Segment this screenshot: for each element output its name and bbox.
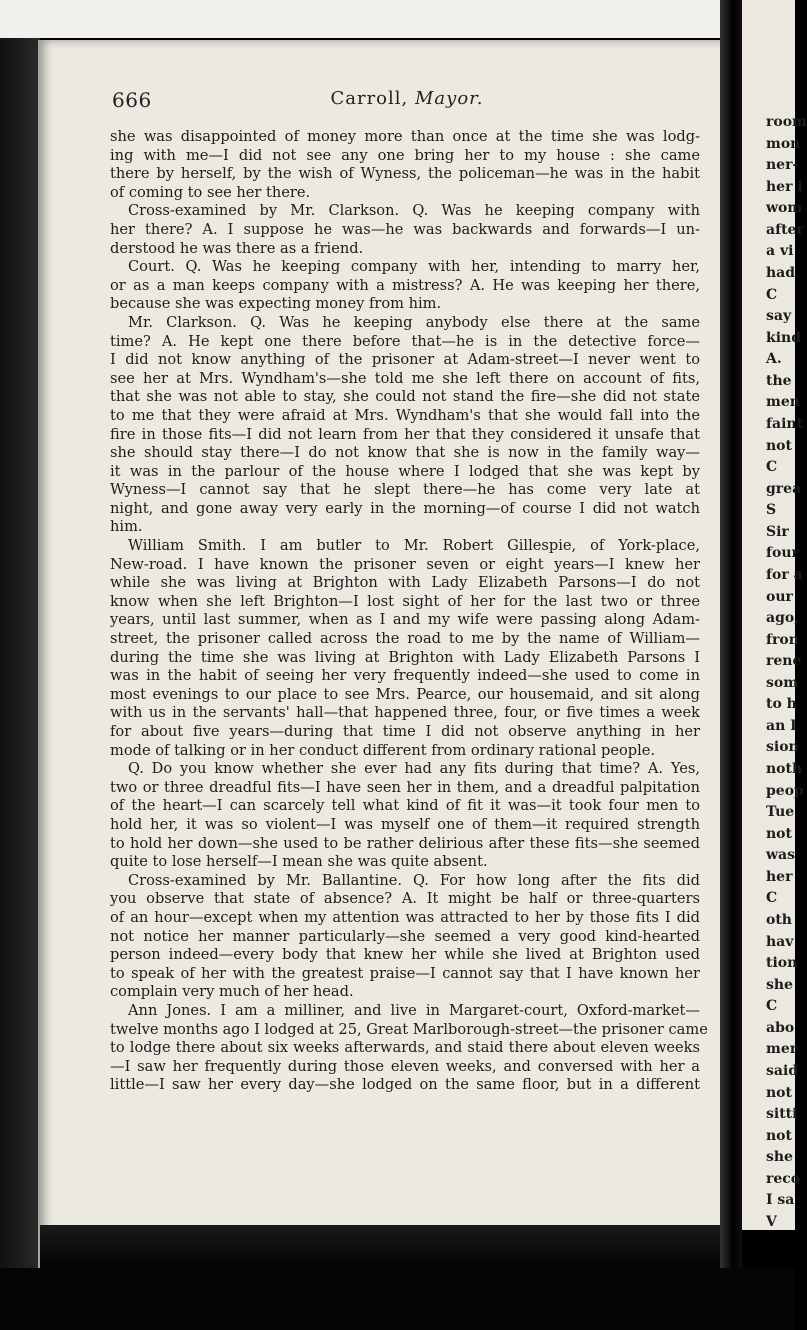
- running-head-title: Mayor.: [415, 88, 484, 109]
- text-line: it was in the parlour of the house where I lodged that she was kept by: [110, 462, 700, 480]
- facing-page-fragment: som: [766, 674, 799, 691]
- text-line: you observe that state of absence? A. It might be half or three-quarters: [110, 890, 700, 908]
- facing-page-fragment: not: [766, 825, 792, 842]
- text-line: Mr. Clarkson. Q. Was he keeping anybody else there at the same: [128, 313, 700, 331]
- facing-page-fragment: Tue: [766, 804, 795, 821]
- text-line: person indeed—every body that knew her while she lived at Brighton used: [110, 946, 700, 964]
- text-line: most evenings to our place to see Mrs. Pearce, our housemaid, and sit along: [110, 685, 700, 703]
- book-gutter: [720, 0, 742, 1330]
- page-bottom-edge: [40, 1225, 720, 1273]
- text-line: twelve months ago I lodged at 25, Great Marlborough-street—the prisoner came: [110, 1020, 708, 1038]
- facing-page-fragment: mer: [766, 1041, 798, 1058]
- facing-page-fragment: oth: [766, 912, 792, 929]
- scan-background-bottom: [0, 1268, 795, 1330]
- text-line: Ann Jones. I am a milliner, and live in Margaret-court, Oxford-market—: [128, 1001, 700, 1019]
- text-line: with us in the servants' hall—that happened three, four, or five times a week: [110, 704, 700, 722]
- text-line: years, until last summer, when as I and my wife were passing along Adam-: [110, 611, 700, 629]
- text-line: night, and gone away very early in the morning—of course I did not watch: [110, 499, 700, 517]
- text-line: to speak of her with the greatest praise—I cannot say that I have known her: [110, 964, 700, 982]
- text-line: see her at Mrs. Wyndham's—she told me she left there on account of fits,: [110, 369, 700, 387]
- facing-page-fragment: her i: [766, 178, 803, 195]
- facing-page-fragment: she: [766, 1149, 793, 1166]
- text-line: know when she left Brighton—I lost sight of her for the last two or three: [110, 592, 700, 610]
- facing-page-fragment: ner-: [766, 157, 799, 174]
- facing-page-fragment: fron: [766, 631, 799, 648]
- text-line: mode of talking or in her conduct different from ordinary rational people.: [110, 741, 656, 759]
- text-line: I did not know anything of the prisoner at Adam-street—I never went to: [110, 351, 700, 369]
- facing-page-fragment: an I: [766, 717, 797, 734]
- facing-page-fragment: wom: [766, 200, 803, 217]
- text-line: she was disappointed of money more than once at the time she was lodg-: [110, 128, 700, 145]
- facing-page-fragment: faint: [766, 415, 804, 432]
- text-line: or as a man keeps company with a mistress? A. He was keeping her there,: [110, 276, 700, 294]
- facing-page-fragment: not: [766, 1127, 792, 1144]
- facing-page-fragment: V: [766, 1214, 777, 1230]
- text-line: quite to lose herself—I mean she was quite absent.: [110, 853, 488, 871]
- text-line: was in the habit of seeing her very frequently indeed—she used to come in: [110, 667, 700, 685]
- facing-page-fragment: kind: [766, 329, 801, 346]
- facing-page-fragment: rene: [766, 653, 802, 670]
- running-head-name: Carroll,: [330, 88, 409, 109]
- text-line: fire in those fits—I did not learn from her that they considered it unsafe that: [110, 425, 700, 443]
- facing-page-fragment: S: [766, 502, 777, 519]
- facing-page-fragment: sitti: [766, 1106, 798, 1123]
- facing-page-fragment: men: [766, 394, 800, 411]
- text-line: derstood he was there as a friend.: [110, 239, 364, 257]
- text-line: that she was not able to stay, she could not stand the fire—she did not state: [110, 388, 700, 406]
- text-line: hold her, it was so violent—I was myself one of them—it required strength: [110, 815, 700, 833]
- facing-page-fragment: peop: [766, 782, 804, 799]
- facing-page-fragment: her: [766, 868, 793, 885]
- facing-page-fragment: after: [766, 221, 804, 238]
- text-line: Cross-examined by Mr. Ballantine. Q. For how long after the fits did: [128, 871, 700, 889]
- facing-page-fragment: C: [766, 286, 778, 303]
- text-line: for about five years—during that time I did not observe anything in her: [110, 723, 700, 740]
- text-line: Cross-examined by Mr. Clarkson. Q. Was he keeping company with: [128, 202, 700, 220]
- facing-page-fragment: reco: [766, 1170, 801, 1187]
- body-text: [110, 128, 708, 1095]
- text-line: William Smith. I am butler to Mr. Robert Gillespie, of York-place,: [128, 537, 700, 555]
- facing-page-fragment: hav: [766, 933, 794, 950]
- facing-page-fragment: tion: [766, 955, 798, 972]
- facing-page-fragment: abo: [766, 1019, 795, 1036]
- facing-page-fragment: had: [766, 264, 796, 281]
- facing-page-fragment: four: [766, 545, 799, 562]
- facing-page-fragment: room: [766, 114, 807, 130]
- scan-background-top: [0, 0, 795, 38]
- facing-page-fragment: mon: [766, 135, 801, 152]
- text-line: him.: [110, 518, 143, 536]
- facing-page-fragment: C: [766, 459, 778, 476]
- text-line: there by herself, by the wish of Wyness, the policeman—he was in the habit: [110, 165, 700, 183]
- facing-page-fragment: not: [766, 437, 792, 454]
- running-head: [112, 88, 702, 109]
- facing-page-fragment: C: [766, 998, 778, 1015]
- facing-page-fragment: grea: [766, 480, 802, 497]
- text-line: of an hour—except when my attention was attracted to her by those fits I did: [110, 908, 700, 926]
- facing-page-fragment: A.: [766, 351, 782, 368]
- text-line: while she was living at Brighton with Lady Elizabeth Parsons—I do not: [110, 574, 700, 592]
- text-line: street, the prisoner called across the road to me by the name of William—: [110, 630, 700, 648]
- facing-page-fragment: a vi: [766, 243, 794, 260]
- text-line: of the heart—I can scarcely tell what kind of fit it was—it took four men to: [110, 797, 700, 815]
- facing-page-fragment: C: [766, 890, 778, 907]
- text-line: —I saw her frequently during those eleven weeks, and conversed with her a: [110, 1057, 700, 1075]
- text-line: to lodge there about six weeks afterwards, and staid there about eleven weeks: [110, 1039, 700, 1057]
- facing-page-fragment: was: [766, 847, 796, 864]
- text-line: New-road. I have known the prisoner seven or eight years—I knew her: [110, 555, 700, 573]
- text-line: of coming to see her there.: [110, 183, 311, 201]
- text-line: her there? A. I suppose he was—he was backwards and forwards—I un-: [110, 220, 700, 238]
- text-line: complain very much of her head.: [110, 983, 354, 1001]
- text-line: Court. Q. Was he keeping company with her, intending to marry her,: [128, 258, 700, 276]
- text-line: during the time she was living at Brighton with Lady Elizabeth Parsons I: [110, 648, 700, 666]
- text-line: to hold her down—she used to be rather delirious after these fits—she seemed: [110, 834, 700, 852]
- facing-page-fragment: sion: [766, 739, 799, 756]
- text-line: little—I saw her every day—she lodged on the same floor, but in a different: [110, 1076, 700, 1094]
- facing-page-fragment: noth: [766, 761, 803, 778]
- facing-page-fragment: to h: [766, 696, 797, 713]
- facing-page-fragment: Sir: [766, 523, 789, 540]
- text-line: Q. Do you know whether she ever had any fits during that time? A. Yes,: [128, 760, 700, 778]
- facing-page-fragment: the: [766, 372, 792, 389]
- facing-page-fragment: our: [766, 588, 793, 605]
- facing-page-fragment: I sa: [766, 1192, 795, 1209]
- text-line: to me that they were afraid at Mrs. Wyndham's that she would fall into the: [110, 406, 700, 424]
- page-header: [112, 88, 702, 112]
- facing-page-fragment: ago,: [766, 610, 800, 627]
- text-line: time? A. He kept one there before that—he is in the detective force—: [110, 332, 700, 350]
- facing-page-fragment: not: [766, 1084, 792, 1101]
- binding-shadow-left: [0, 38, 40, 1278]
- facing-page-fragment: for a: [766, 566, 803, 583]
- facing-page-fragment: say: [766, 308, 792, 325]
- text-line: ing with me—I did not see any one bring her to my house : she came: [110, 146, 700, 164]
- text-line: not notice her manner particularly—she seemed a very good kind-hearted: [110, 927, 700, 945]
- text-line: Wyness—I cannot say that he slept there—he has come very late at: [110, 481, 700, 499]
- text-line: because she was expecting money from him.: [110, 295, 442, 313]
- facing-page: [742, 0, 807, 1230]
- text-line: she should stay there—I do not know that she is now in the family way—: [110, 444, 700, 462]
- text-line: two or three dreadful fits—I have seen her in them, and a dreadful palpitation: [110, 778, 700, 796]
- page-number: 666: [112, 88, 152, 112]
- facing-page-fragment: she: [766, 976, 793, 993]
- facing-page-fragment: said: [766, 1063, 799, 1080]
